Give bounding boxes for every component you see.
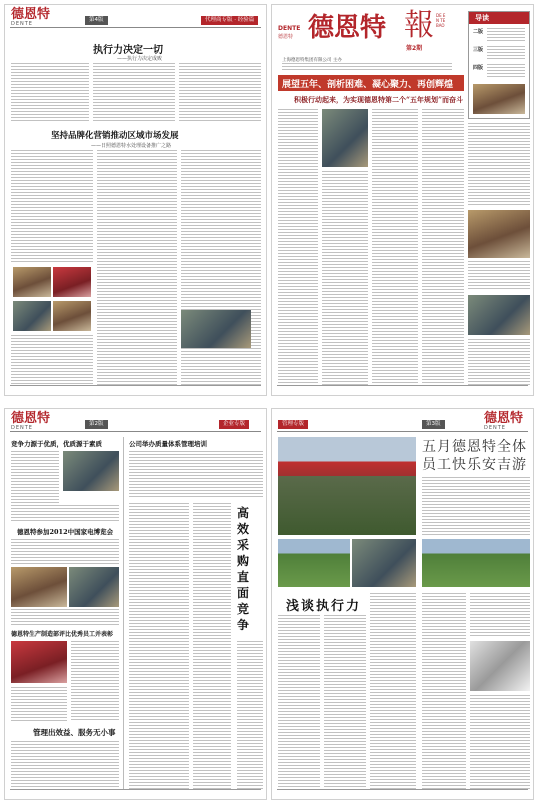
article-text xyxy=(129,451,263,499)
page-footer xyxy=(277,789,528,796)
trip-photo xyxy=(352,539,416,587)
section-tag: 代理商专版 · 经验篇 xyxy=(201,16,258,25)
headline-2: 坚持品牌化营销推动区域市场发展 xyxy=(51,131,179,141)
page-header xyxy=(5,409,266,435)
logo: 德恩特 xyxy=(11,7,51,22)
guide-photo xyxy=(473,84,525,114)
article-text xyxy=(93,63,175,123)
article-text xyxy=(278,615,320,789)
article-text xyxy=(179,63,261,123)
feature-title-1: 五月德恩特全体 xyxy=(422,439,527,455)
article-text xyxy=(71,641,119,721)
expo-photo xyxy=(69,567,119,607)
article-text xyxy=(11,539,119,565)
article-text xyxy=(372,109,418,385)
newspaper-page-1 xyxy=(271,4,534,396)
store-photo xyxy=(53,267,91,297)
guide-title: 导读 xyxy=(469,12,529,24)
feature-title-2: 员工快乐安吉游 xyxy=(422,457,527,473)
header-rule xyxy=(10,431,261,432)
article-text xyxy=(129,503,189,789)
meeting-photo xyxy=(468,295,530,335)
store-photo xyxy=(53,301,91,331)
subline-1: ——执行力决定成败 xyxy=(117,56,163,62)
masthead xyxy=(278,8,458,55)
page-number: 第2版 xyxy=(85,420,108,429)
headline-c: 德恩特参加2012中国家电博览会 xyxy=(17,528,114,536)
guide-box xyxy=(468,11,530,119)
article-text xyxy=(11,741,119,789)
newspaper-page-2 xyxy=(4,408,267,800)
article-text xyxy=(181,150,261,385)
issue-number: 第2期 xyxy=(406,45,423,52)
logo: 德恩特 xyxy=(484,411,524,426)
guide-text xyxy=(487,28,525,42)
header-rule xyxy=(277,431,528,432)
article-text xyxy=(97,150,177,385)
article-text xyxy=(468,261,530,291)
page-header xyxy=(5,5,266,31)
headline-banner xyxy=(278,75,464,91)
sub-headline: 积极行动起来，为实现德恩特第二个“五年规划”而奋斗 xyxy=(294,95,464,104)
store-photo xyxy=(13,301,51,331)
article-text xyxy=(470,593,530,637)
newspaper-page-4 xyxy=(4,4,267,396)
masthead-logo-cn: 德恩特 xyxy=(278,34,294,40)
article-text xyxy=(422,477,530,535)
award-photo xyxy=(11,641,67,683)
article-text xyxy=(237,641,263,789)
product-photo xyxy=(470,641,530,691)
page-footer xyxy=(10,385,261,392)
trip-photo xyxy=(278,539,350,587)
page-footer xyxy=(277,385,528,392)
vertical-headline: 高效采购直面竞争 xyxy=(237,506,250,632)
training-photo xyxy=(63,451,119,491)
logo-sub: DENTE xyxy=(11,21,33,27)
page-number: 第4版 xyxy=(85,16,108,25)
article-text xyxy=(193,503,231,789)
store-photo xyxy=(181,310,251,348)
article-text xyxy=(278,109,318,385)
page-number: 第3版 xyxy=(422,420,445,429)
trip-photo xyxy=(422,539,530,587)
article-text xyxy=(11,505,119,523)
headline-e: 管理出效益、服务无小事 xyxy=(33,728,116,737)
group-trip-photo xyxy=(278,437,416,535)
logo-sub: DENTE xyxy=(11,425,33,431)
guide-item: 四版 xyxy=(473,65,484,71)
article-text xyxy=(11,150,93,262)
logo: 德恩特 xyxy=(11,411,51,426)
store-photo xyxy=(13,267,51,297)
header-rule xyxy=(10,27,261,28)
masthead-info xyxy=(282,63,452,71)
headline-1: 执行力决定一切 xyxy=(93,45,163,56)
section-tag: 管理专版 xyxy=(278,420,308,429)
newspaper-page-3 xyxy=(271,408,534,800)
headline-a: 竞争力源于优质，优质源于素质 xyxy=(11,440,102,448)
headline: 浅谈执行力 xyxy=(286,599,362,614)
article-text xyxy=(11,609,119,625)
sponsor-line: 上海德恩特集团有限公司 主办 xyxy=(282,58,342,63)
speaker-photo xyxy=(322,109,368,167)
guide-text xyxy=(487,64,525,78)
article-text xyxy=(11,687,67,721)
article-text xyxy=(324,615,366,789)
article-text xyxy=(470,695,530,789)
page-footer xyxy=(10,789,261,796)
headline-d: 德恩特生产制造部评比优秀员工并表彰 xyxy=(11,631,114,638)
guide-item: 三版 xyxy=(473,47,484,53)
masthead-title: 德恩特 xyxy=(308,13,387,43)
column-rule xyxy=(123,437,124,789)
masthead-vertical: DE EN TE BAO xyxy=(436,13,446,28)
article-text xyxy=(11,451,59,503)
article-text xyxy=(422,593,466,789)
guide-item: 二版 xyxy=(473,29,484,35)
article-text xyxy=(11,63,89,123)
meeting-photo xyxy=(468,210,530,258)
article-text xyxy=(370,593,416,789)
article-text xyxy=(468,123,530,207)
section-tag: 企业专版 xyxy=(219,420,249,429)
page-header xyxy=(272,409,533,435)
masthead-char: 報 xyxy=(404,8,434,43)
article-text xyxy=(322,171,368,385)
expo-photo xyxy=(11,567,67,607)
main-headline: 展望五年、剖析困难、凝心聚力、再创辉煌 xyxy=(282,80,454,90)
article-text xyxy=(11,335,93,385)
guide-text xyxy=(487,46,525,60)
logo-sub: DENTE xyxy=(484,425,506,431)
article-text xyxy=(468,339,530,385)
subline-2: ——日照德恩特水处理设备推广之路 xyxy=(91,143,172,149)
article-text xyxy=(422,109,464,385)
headline-b: 公司举办质量体系管理培训 xyxy=(129,440,207,448)
masthead-logo-en: DENTE xyxy=(278,25,301,32)
